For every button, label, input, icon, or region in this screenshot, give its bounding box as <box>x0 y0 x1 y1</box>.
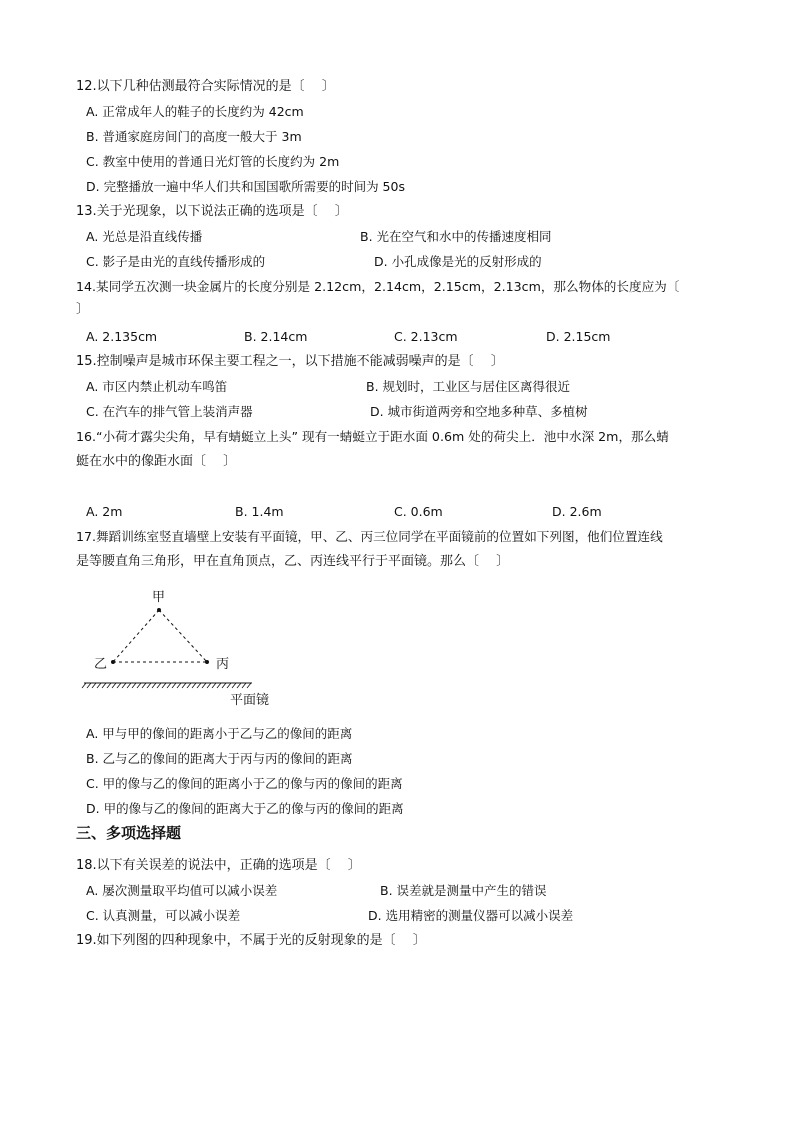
question-16-option-b: B. 1.4m <box>235 504 284 519</box>
question-15-stem: 15.控制噪声是城市环保主要工程之一，以下措施不能减弱噪声的是〔 〕 <box>76 354 504 369</box>
question-16-option-c: C. 0.6m <box>394 504 443 519</box>
question-15-option-d: D. 城市街道两旁和空地多种草、多植树 <box>370 404 588 419</box>
point-bing <box>205 660 209 664</box>
question-14-stem-line2: 〕 <box>76 302 90 317</box>
question-15-option-c: C. 在汽车的排气管上装消声器 <box>86 404 253 419</box>
question-13-option-a: A. 光总是沿直线传播 <box>86 229 203 244</box>
mirror-triangle-figure <box>80 588 300 718</box>
question-12-option-a: A. 正常成年人的鞋子的长度约为 42cm <box>86 104 304 119</box>
question-12-stem: 12.以下几种估测最符合实际情况的是〔 〕 <box>76 79 335 94</box>
question-17-option-a: A. 甲与甲的像间的距离小于乙与乙的像间的距离 <box>86 726 353 741</box>
label-bing: 丙 <box>216 657 230 672</box>
question-13-stem: 13.关于光现象，以下说法正确的选项是〔 〕 <box>76 204 348 219</box>
label-mirror: 平面镜 <box>230 693 270 708</box>
question-16-stem-line2: 蜓在水中的像距水面〔 〕 <box>76 454 237 469</box>
question-17-option-d: D. 甲的像与乙的像间的距离大于乙的像与丙的像间的距离 <box>86 801 404 816</box>
question-14-option-b: B. 2.14cm <box>244 329 308 344</box>
question-15-option-b: B. 规划时，工业区与居住区离得很近 <box>366 379 571 394</box>
question-15-option-a: A. 市区内禁止机动车鸣笛 <box>86 379 228 394</box>
question-12-option-c: C. 教室中使用的普通日光灯管的长度约为 2m <box>86 154 340 169</box>
question-14-option-c: C. 2.13cm <box>394 329 458 344</box>
question-17-option-c: C. 甲的像与乙的像间的距离小于乙的像与丙的像间的距离 <box>86 776 403 791</box>
question-18-option-d: D. 选用精密的测量仪器可以减小误差 <box>368 908 574 923</box>
question-13-option-d: D. 小孔成像是光的反射形成的 <box>374 254 542 269</box>
question-13-option-b: B. 光在空气和水中的传播速度相同 <box>360 229 552 244</box>
question-16-stem-line1: 16.“小荷才露尖尖角，早有蜻蜓立上头” 现有一蜻蜓立于距水面 0.6m 处的荷尖上．池中水深 2m，那么蜻 <box>76 429 669 444</box>
question-13-option-c: C. 影子是由光的直线传播形成的 <box>86 254 266 269</box>
dashed-edge-jia-yi <box>113 610 159 662</box>
question-17-stem-line2: 是等腰直角三角形，甲在直角顶点，乙、丙连线平行于平面镜。那么〔 〕 <box>76 554 510 569</box>
question-19-stem: 19.如下列图的四种现象中，不属于光的反射现象的是〔 〕 <box>76 933 426 948</box>
point-jia <box>157 608 161 612</box>
question-12-option-d: D. 完整播放一遍中华人们共和国国歌所需要的时间为 50s <box>86 179 405 194</box>
question-18-option-c: C. 认真测量，可以减小误差 <box>86 908 241 923</box>
question-18-stem: 18.以下有关误差的说法中，正确的选项是〔 〕 <box>76 858 361 873</box>
question-14-stem-line1: 14.某同学五次测一块金属片的长度分别是 2.12cm，2.14cm，2.15cm，2.13cm，那么物体的长度应为〔 <box>76 279 680 294</box>
question-17-option-b: B. 乙与乙的像间的距离大于丙与丙的像间的距离 <box>86 751 353 766</box>
dashed-edge-jia-bing <box>159 610 207 662</box>
question-17-stem-line1: 17.舞蹈训练室竖直墙壁上安装有平面镜，甲、乙、丙三位同学在平面镜前的位置如下列图，他们位置连线 <box>76 529 663 544</box>
question-18-option-b: B. 误差就是测量中产生的错误 <box>380 883 547 898</box>
question-16-option-a: A. 2m <box>86 504 123 519</box>
label-jia: 甲 <box>152 590 166 605</box>
question-12-option-b: B. 普通家庭房间门的高度一般大于 3m <box>86 129 302 144</box>
mirror-hatching <box>82 683 251 688</box>
question-16-option-d: D. 2.6m <box>552 504 602 519</box>
question-14-option-a: A. 2.135cm <box>86 329 158 344</box>
label-yi: 乙 <box>94 657 108 672</box>
section-title-multiple-choice: 三、多项选择题 <box>76 824 182 842</box>
question-18-option-a: A. 屡次测量取平均值可以减小误差 <box>86 883 278 898</box>
point-yi <box>111 660 115 664</box>
question-14-option-d: D. 2.15cm <box>546 329 611 344</box>
